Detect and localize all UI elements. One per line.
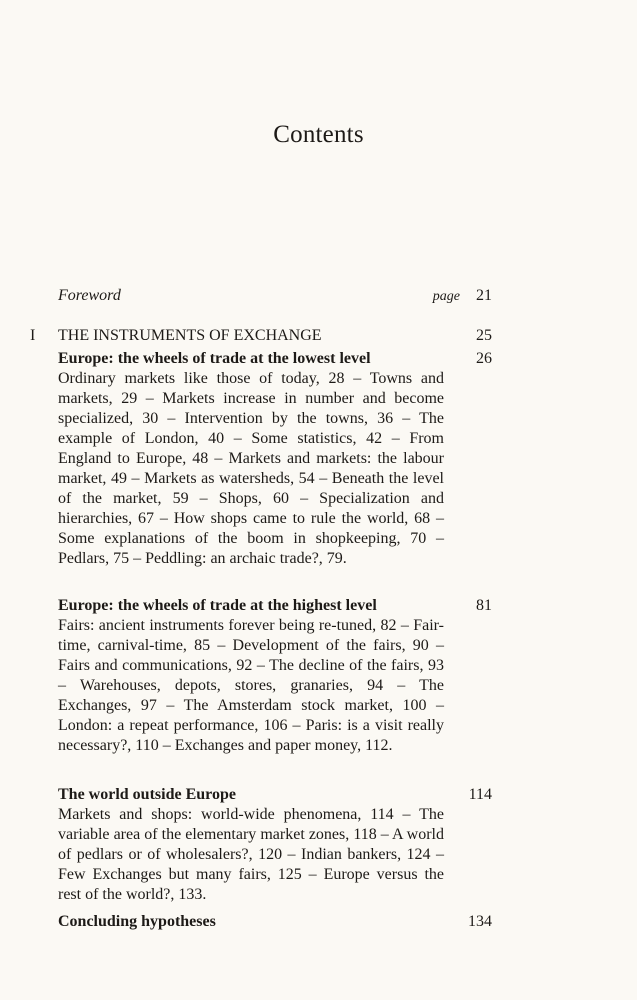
- section-head: [58, 596, 492, 616]
- section-entry: [58, 785, 492, 905]
- section-page-number: 81: [476, 597, 492, 614]
- section-head: [58, 912, 492, 932]
- chapter-title: THE INSTRUMENTS OF EXCHANGE: [58, 327, 322, 344]
- section-heading: Europe: the wheels of trade at the lowest level: [58, 350, 371, 367]
- foreword-page-number: 21: [476, 287, 492, 304]
- section-entry: [58, 912, 492, 932]
- section-head: [58, 785, 492, 805]
- section-page-number: 26: [476, 350, 492, 367]
- chapter-page-number: 25: [476, 327, 492, 344]
- chapter-number: I: [30, 327, 36, 344]
- page-word: page: [432, 289, 460, 304]
- chapter-entry: [30, 327, 492, 345]
- foreword-label: Foreword: [58, 287, 121, 304]
- section-summary: Markets and shops: world-wide phenomena, 114 – The variable area of the elementary market zones, 118 – A world of pedlars or of wholesalers?, 120 – Indian bankers, 124 – Few Exchanges but many fairs, 125 – Europe versus the rest of the world?, 133.: [58, 806, 444, 903]
- section-entry: [58, 596, 492, 756]
- section-entry: [58, 349, 492, 569]
- foreword-entry: [58, 287, 492, 305]
- section-heading: Europe: the wheels of trade at the highest level: [58, 597, 377, 614]
- section-summary: Fairs: ancient instruments forever being re-tuned, 82 – Fair-time, carnival-time, 85 – Development of the fairs, 90 – Fairs and communications, 92 – The decline of the fairs, 93 – Warehouses, depots, stores, granaries, 94 – The Exchanges, 97 – The Amsterdam stock market, 100 – London: a repeat performance, 106 – Paris: is a visit really necessary?, 110 – Exchanges and paper money, 112.: [58, 617, 444, 754]
- section-page-number: 114: [468, 786, 492, 803]
- foreword-page-group: [433, 287, 492, 305]
- section-head: [58, 349, 492, 369]
- page-title: Contents: [273, 121, 364, 148]
- section-heading: The world outside Europe: [58, 786, 236, 803]
- section-summary: Ordinary markets like those of today, 28 – Towns and markets, 29 – Markets increase in number and become specialized, 30 – Intervention by the towns, 36 – The example of London, 40 – Some statistics, 42 – From England to Europe, 48 – Markets and markets: the labour market, 49 – Markets as watersheds, 54 – Beneath the level of the market, 59 – Shops, 60 – Specialization and hierarchies, 67 – How shops came to rule the world, 68 – Some explanations of the boom in shopkeeping, 70 – Pedlars, 75 – Peddling: an archaic trade?, 79.: [58, 370, 444, 567]
- section-page-number: 134: [468, 913, 492, 930]
- section-heading: Concluding hypotheses: [58, 913, 216, 930]
